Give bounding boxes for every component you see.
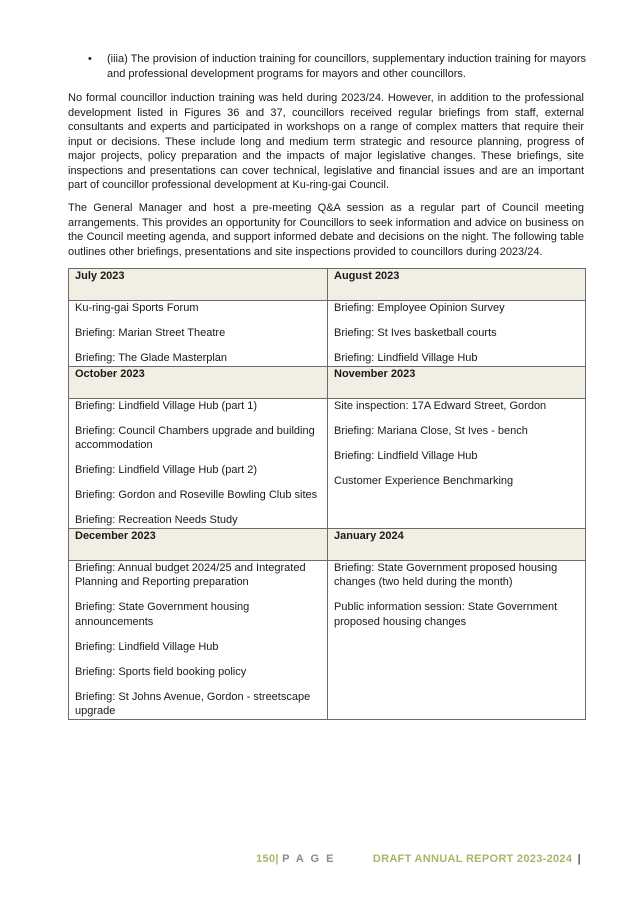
briefing-item: Briefing: State Government housing announcements <box>75 601 250 628</box>
page-label: P A G E <box>282 853 336 865</box>
briefing-list <box>69 560 328 719</box>
briefing-item: Briefing: Annual budget 2024/25 and Integrated Planning and Reporting preparation <box>75 561 306 588</box>
briefing-list <box>328 398 586 528</box>
briefing-item: Ku-ring-gai Sports Forum <box>75 302 199 314</box>
month-heading: July 2023 <box>69 269 328 301</box>
briefing-list <box>69 398 328 528</box>
briefing-item: Customer Experience Benchmarking <box>334 474 514 487</box>
month-header-row <box>69 528 586 560</box>
briefing-item: Briefing: Employee Opinion Survey <box>334 302 505 314</box>
briefing-item: Briefing: Marian Street Theatre <box>75 327 226 339</box>
briefing-item: Briefing: Lindfield Village Hub <box>334 449 478 462</box>
briefing-list <box>69 301 328 367</box>
briefings-row <box>69 398 586 528</box>
briefing-list <box>328 560 586 719</box>
paragraph-induction: No formal councillor induction training was held during 2023/24. However, in addition to the professional development listed in Figures 36 and 37, councillors received regular briefings from staff, external consultants and experts and participated in workshops on a range of complex matters that require their input or decisions. These include long and medium term strategic and resource planning, progress of major projects, policy preparation and the impacts of major legislative changes. These briefings, site inspections and presentations can cover technical, legislative and financial issues and are an important part of councillor professional development at Ku-ring-gai Council. <box>68 92 584 191</box>
footer-separator: | <box>275 853 279 865</box>
briefing-item: Briefing: Sports field booking policy <box>75 665 247 678</box>
briefing-item: Briefing: Lindfield Village Hub <box>75 640 219 653</box>
briefing-item: Briefing: State Government proposed housing changes (two held during the month) <box>334 561 558 588</box>
briefing-list <box>328 301 586 367</box>
briefing-item: Site inspection: 17A Edward Street, Gordon <box>334 399 547 412</box>
briefing-item: Briefing: St Ives basketball courts <box>334 327 497 339</box>
month-heading: November 2023 <box>328 366 586 398</box>
footer-end-bar: | <box>577 853 581 865</box>
month-header-row <box>69 269 586 301</box>
briefing-item: Briefing: Lindfield Village Hub (part 1) <box>75 399 258 412</box>
induction-bullet <box>86 52 586 81</box>
page-number: 150 <box>256 853 276 865</box>
month-heading: October 2023 <box>69 366 328 398</box>
month-heading: January 2024 <box>328 528 586 560</box>
briefing-item: Briefing: Gordon and Roseville Bowling Club sites <box>75 489 318 501</box>
month-heading: December 2023 <box>69 528 328 560</box>
report-title: DRAFT ANNUAL REPORT 2023-2024 <box>372 853 573 865</box>
briefing-item: Briefing: Lindfield Village Hub <box>334 352 478 364</box>
page-footer <box>256 852 581 867</box>
bullet-marker: • <box>88 53 92 65</box>
briefings-row <box>69 301 586 367</box>
briefing-item: Briefing: St Johns Avenue, Gordon - streetscape upgrade <box>75 690 311 717</box>
month-header-row <box>69 366 586 398</box>
month-heading: August 2023 <box>328 269 586 301</box>
briefing-item: Briefing: Lindfield Village Hub (part 2) <box>75 464 258 476</box>
briefing-item: Briefing: Mariana Close, St Ives - bench <box>334 424 528 437</box>
briefing-item: Briefing: Council Chambers upgrade and building accommodation <box>75 424 315 451</box>
briefings-row <box>69 560 586 719</box>
briefing-item: Public information session: State Government proposed housing changes <box>334 601 558 628</box>
briefings-table <box>68 268 586 720</box>
paragraph-qa-session: The General Manager and host a pre-meeting Q&A session as a regular part of Council meeting arrangements. This provides an opportunity for Councillors to seek information and advice on business on the Council meeting agenda, and support informed debate and decisions on the night. The following table outlines other briefings, presentations and site inspections provided to councillors during 2023/24. <box>68 202 584 258</box>
briefing-item: Briefing: The Glade Masterplan <box>75 352 228 364</box>
bullet-text: (iiia) The provision of induction training for councillors, supplementary induction training for mayors and professional development programs for mayors and other councillors. <box>107 53 586 80</box>
briefing-item: Briefing: Recreation Needs Study <box>75 514 238 526</box>
